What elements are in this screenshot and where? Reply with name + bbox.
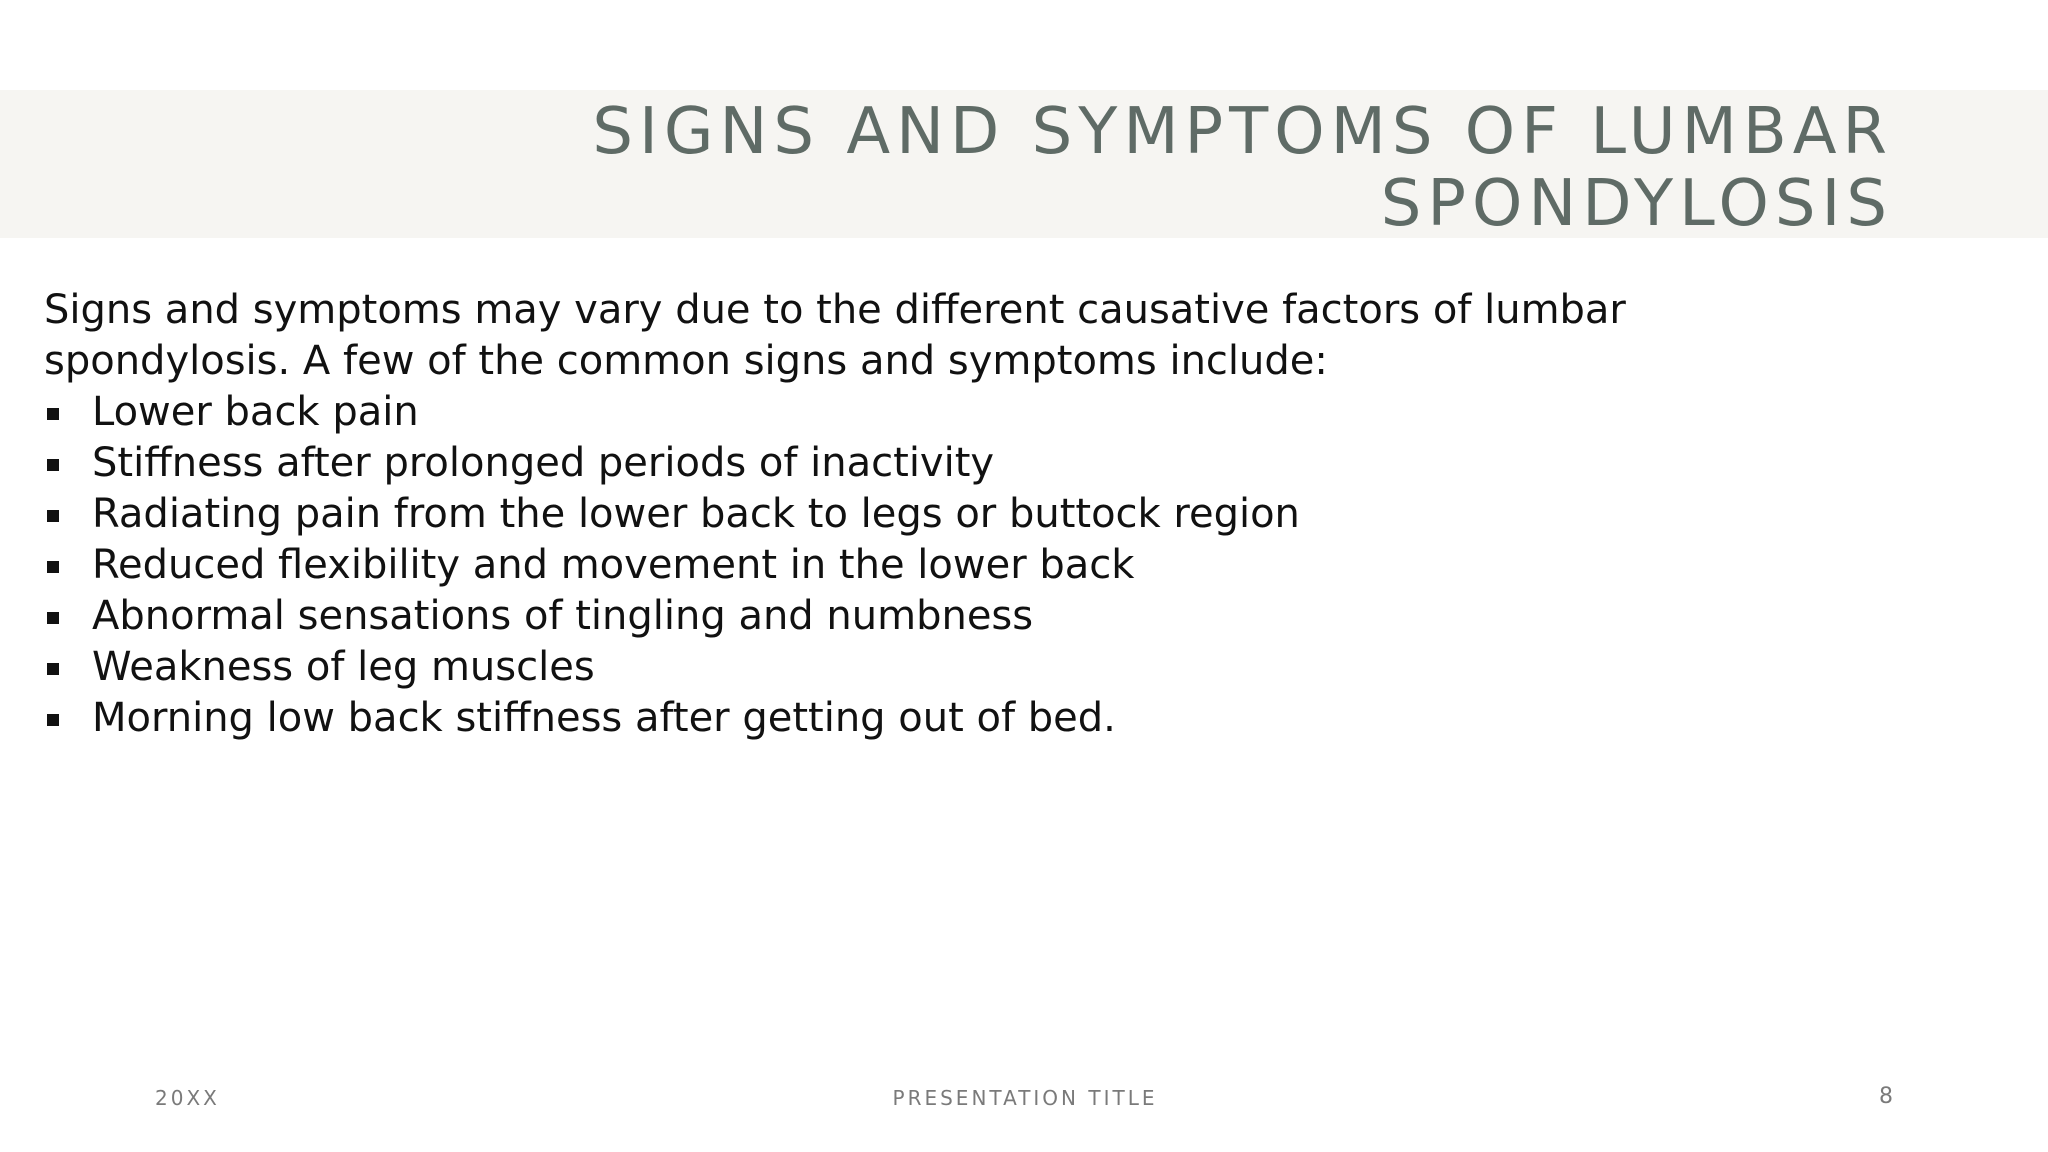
- slide-title: SIGNS AND SYMPTOMS OF LUMBAR SPONDYLOSIS: [592, 95, 1893, 241]
- square-bullet-icon: [47, 408, 59, 420]
- page-number: 8: [1879, 1084, 1893, 1109]
- list-item-text: Weakness of leg muscles: [92, 644, 595, 690]
- square-bullet-icon: [47, 612, 59, 624]
- list-item-text: Radiating pain from the lower back to legs or buttock region: [92, 491, 1300, 537]
- list-item: [44, 693, 1744, 744]
- list-item: [44, 540, 1744, 591]
- list-item-text: Morning low back stiffness after getting out of bed.: [92, 695, 1116, 741]
- footer-presentation-title: PRESENTATION TITLE: [892, 1086, 1158, 1110]
- symptom-list: [44, 387, 1744, 744]
- square-bullet-icon: [47, 663, 59, 675]
- list-item: [44, 591, 1744, 642]
- square-bullet-icon: [47, 561, 59, 573]
- square-bullet-icon: [47, 714, 59, 726]
- square-bullet-icon: [47, 510, 59, 522]
- list-item: [44, 438, 1744, 489]
- square-bullet-icon: [47, 459, 59, 471]
- list-item-text: Lower back pain: [92, 389, 419, 435]
- footer-date: 20XX: [155, 1086, 220, 1110]
- intro-paragraph: Signs and symptoms may vary due to the different causative factors of lumbar spondylosis. A few of the common signs and symptoms include:: [44, 287, 1626, 384]
- list-item-text: Abnormal sensations of tingling and numbness: [92, 593, 1034, 639]
- list-item-text: Reduced flexibility and movement in the lower back: [92, 542, 1135, 588]
- list-item-text: Stiffness after prolonged periods of inactivity: [92, 440, 995, 486]
- list-item: [44, 387, 1744, 438]
- list-item: [44, 642, 1744, 693]
- list-item: [44, 489, 1744, 540]
- slide-body: [44, 285, 1744, 744]
